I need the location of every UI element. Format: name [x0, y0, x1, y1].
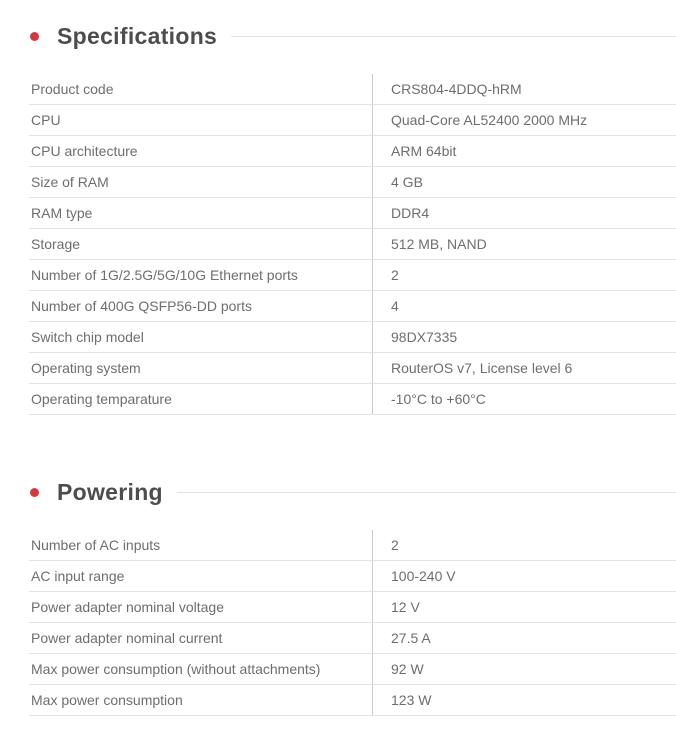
red-bullet-icon [30, 32, 39, 41]
section-title: Powering [57, 478, 163, 505]
spec-label: Number of 1G/2.5G/5G/10G Ethernet ports [29, 260, 373, 290]
spec-value: DDR4 [391, 205, 430, 221]
spec-value: ARM 64bit [391, 143, 457, 159]
spec-label: Operating temparature [29, 384, 373, 414]
table-row [29, 592, 676, 623]
spec-value: -10°C to +60°C [391, 391, 486, 407]
spec-value: RouterOS v7, License level 6 [391, 360, 573, 376]
table-row [29, 322, 676, 353]
spec-value: 98DX7335 [391, 329, 458, 345]
spec-value: 12 V [391, 599, 420, 615]
spec-label: RAM type [29, 198, 373, 228]
spec-label: AC input range [29, 561, 373, 591]
spec-label: Storage [29, 229, 373, 259]
section-title: Specifications [57, 22, 218, 49]
spec-value: 123 W [391, 692, 432, 708]
section-header [0, 22, 676, 50]
table-row [29, 291, 676, 322]
spec-value: 92 W [391, 661, 424, 677]
spec-section-specifications [0, 22, 676, 415]
spec-label: Power adapter nominal voltage [29, 592, 373, 622]
table-row [29, 198, 676, 229]
table-row [29, 229, 676, 260]
spec-value: 2 [391, 537, 399, 553]
table-row [29, 384, 676, 415]
spec-table [29, 74, 676, 415]
table-row [29, 353, 676, 384]
spec-value: Quad-Core AL52400 2000 MHz [391, 112, 588, 128]
spec-value: 100-240 V [391, 568, 456, 584]
table-row [29, 623, 676, 654]
table-row [29, 167, 676, 198]
spec-label: Product code [29, 74, 373, 104]
spec-value: 4 GB [391, 174, 423, 190]
spec-label: CPU [29, 105, 373, 135]
spec-value: 2 [391, 267, 399, 283]
table-row [29, 654, 676, 685]
table-row [29, 136, 676, 167]
spec-label: Max power consumption (without attachments) [29, 654, 373, 684]
spec-label: Max power consumption [29, 685, 373, 715]
spec-label: CPU architecture [29, 136, 373, 166]
section-header [0, 478, 676, 506]
header-divider-rule [231, 36, 676, 37]
spec-label: Number of 400G QSFP56-DD ports [29, 291, 373, 321]
table-row [29, 74, 676, 105]
spec-label: Number of AC inputs [29, 530, 373, 560]
table-row [29, 530, 676, 561]
table-row [29, 561, 676, 592]
spec-value: 512 MB, NAND [391, 236, 487, 252]
table-row [29, 105, 676, 136]
table-row [29, 260, 676, 291]
spec-value: 27.5 A [391, 630, 431, 646]
spec-value: CRS804-4DDQ-hRM [391, 81, 522, 97]
spec-label: Operating system [29, 353, 373, 383]
spec-value: 4 [391, 298, 399, 314]
spec-section-powering [0, 478, 676, 716]
red-bullet-icon [30, 488, 39, 497]
table-row [29, 685, 676, 716]
header-divider-rule [177, 492, 676, 493]
spec-label: Power adapter nominal current [29, 623, 373, 653]
spec-label: Size of RAM [29, 167, 373, 197]
spec-table [29, 530, 676, 716]
spec-label: Switch chip model [29, 322, 373, 352]
